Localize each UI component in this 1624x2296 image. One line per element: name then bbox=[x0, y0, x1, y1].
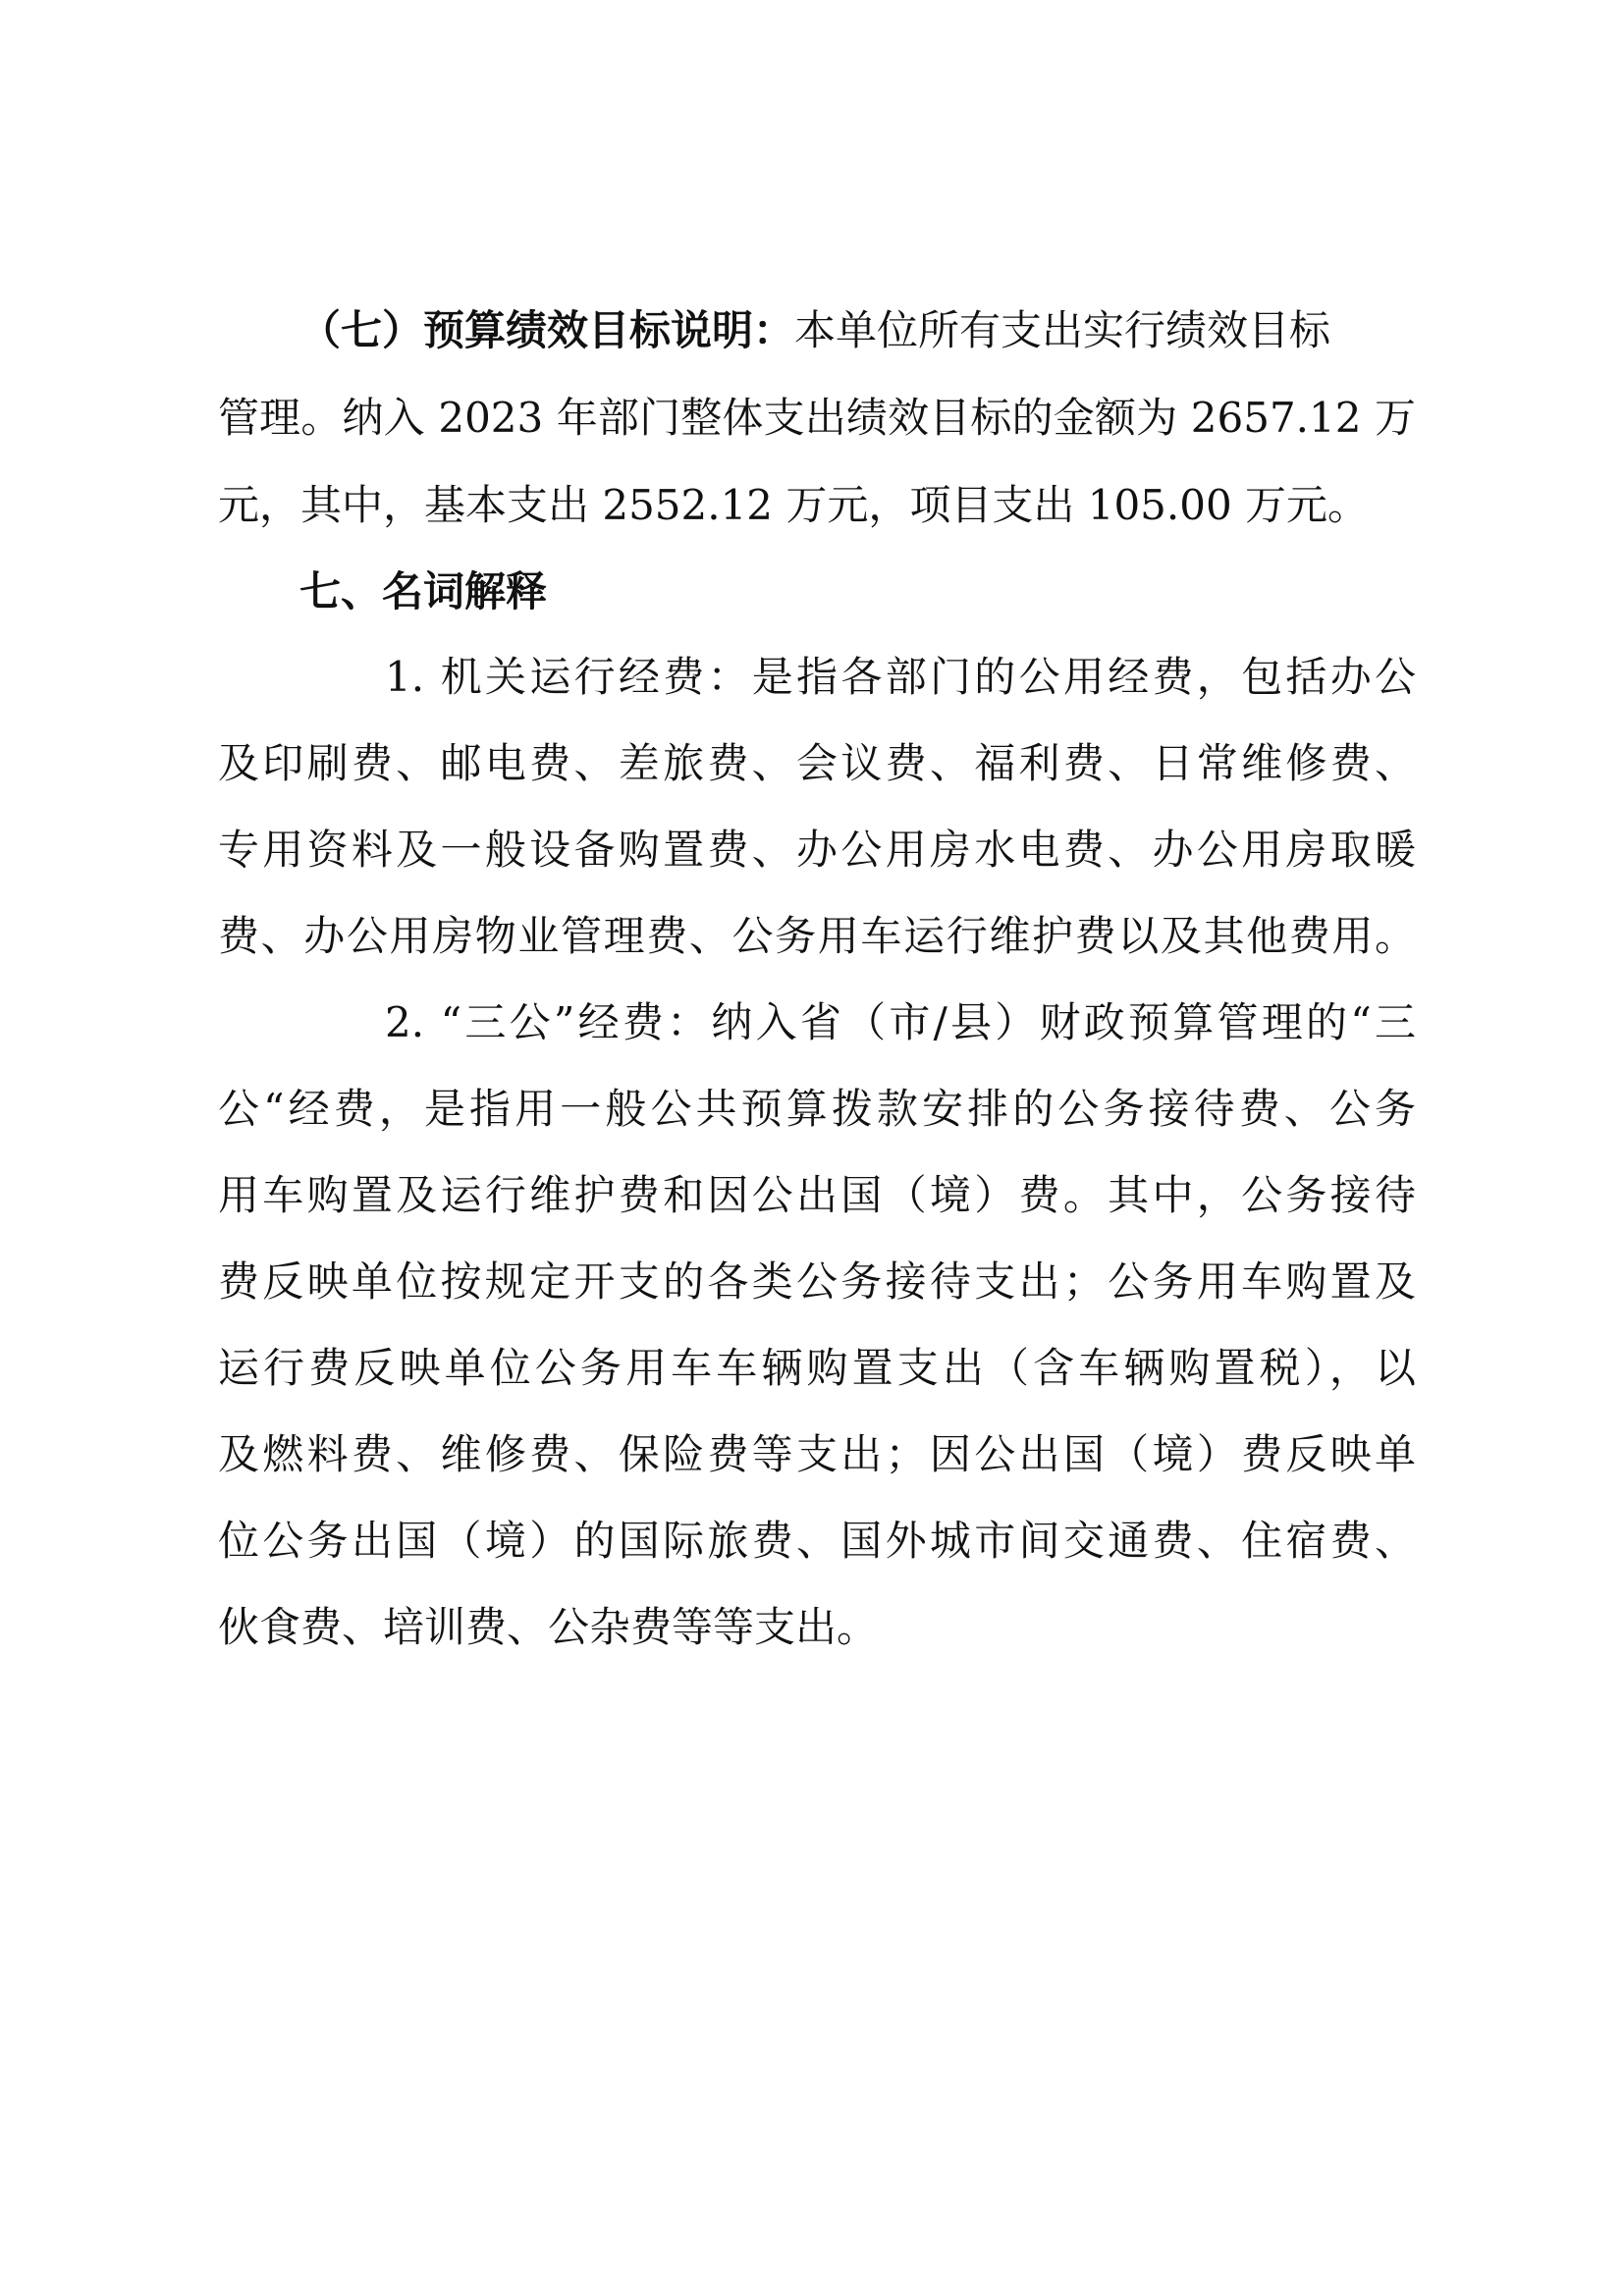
glossary-item2-line-7: 位公务出国（境）的国际旅费、国外城市间交通费、住宿费、 bbox=[218, 1517, 1416, 1565]
glossary-heading: 七、名词解释 bbox=[299, 567, 548, 615]
glossary-item2-line-1: 2. “三公”经费：纳入省（市/县）财政预算管理的“三 bbox=[385, 998, 1416, 1046]
perf-target-line-1 bbox=[299, 287, 1416, 375]
glossary-item2-line-6: 及燃料费、维修费、保险费等支出；因公出国（境）费反映单 bbox=[218, 1430, 1416, 1478]
perf-target-line-3: 元，其中，基本支出 2552.12 万元，项目支出 105.00 万元。 bbox=[218, 481, 1370, 529]
glossary-item1-line-1: 1. 机关运行经费：是指各部门的公用经费，包括办公 bbox=[385, 653, 1416, 701]
glossary-item1-line-2: 及印刷费、邮电费、差旅费、会议费、福利费、日常维修费、 bbox=[218, 739, 1416, 787]
glossary-item2-line-2: 公“经费，是指用一般公共预算拨款安排的公务接待费、公务 bbox=[218, 1085, 1416, 1133]
glossary-item2-line-5: 运行费反映单位公务用车车辆购置支出（含车辆购置税），以 bbox=[218, 1344, 1416, 1392]
glossary-item1-line-4: 费、办公用房物业管理费、公务用车运行维护费以及其他费用。 bbox=[218, 912, 1416, 960]
perf-target-line-2: 管理。纳入 2023 年部门整体支出绩效目标的金额为 2657.12 万 bbox=[218, 394, 1416, 442]
perf-target-text: 本单位所有支出实行绩效目标 bbox=[794, 306, 1331, 354]
glossary-item2-line-4: 费反映单位按规定开支的各类公务接待支出；公务用车购置及 bbox=[218, 1257, 1416, 1306]
glossary-item1-line-3: 专用资料及一般设备购置费、办公用房水电费、办公用房取暖 bbox=[218, 826, 1416, 874]
glossary-item2-line-8: 伙食费、培训费、公杂费等等支出。 bbox=[218, 1603, 879, 1651]
glossary-item2-line-3: 用车购置及运行维护费和因公出国（境）费。其中，公务接待 bbox=[218, 1171, 1416, 1219]
perf-target-heading: （七）预算绩效目标说明： bbox=[299, 306, 795, 354]
